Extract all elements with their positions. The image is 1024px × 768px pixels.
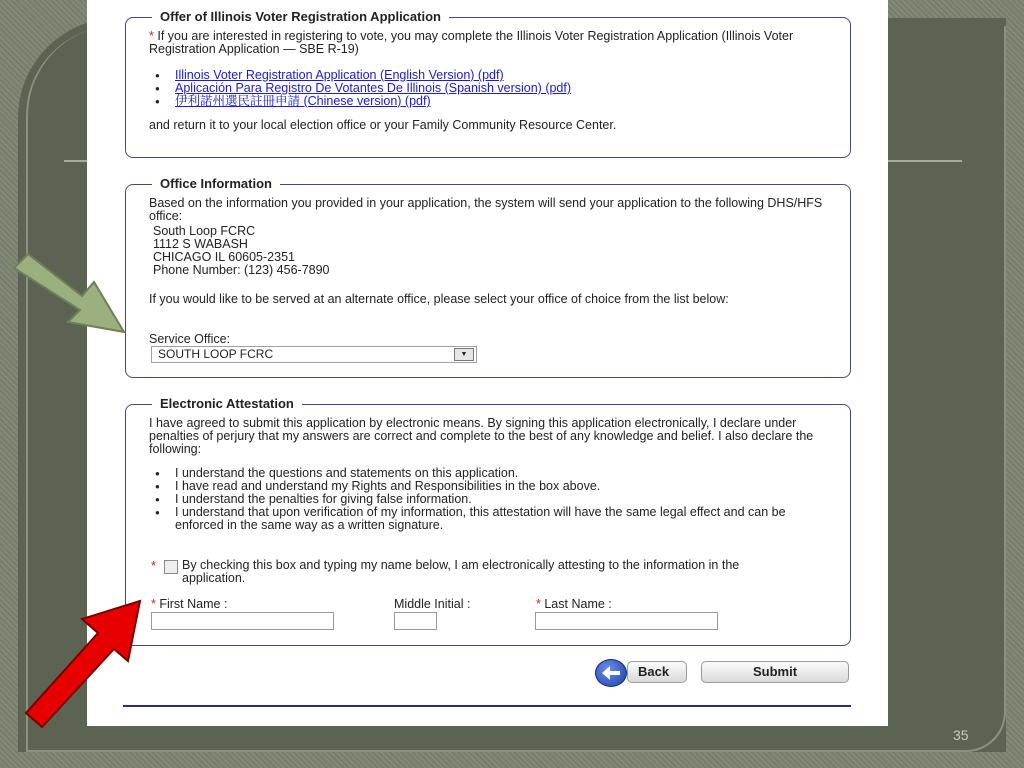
office-legend: Office Information	[152, 176, 280, 191]
office-intro: Based on the information you provided in your application, the system will send your application to the following DHS/HFS office:	[149, 196, 823, 223]
office-city: CHICAGO IL 60605-2351	[153, 250, 295, 264]
attest-checkbox[interactable]	[164, 560, 178, 574]
required-marker: *	[151, 597, 156, 611]
attestation-intro: I have agreed to submit this application by electronic means. By signing this application electronically, I declare under penalties of perjury that my answers are correct and complete to the best of any knowledge and belief. I also declare the following:	[149, 416, 814, 456]
slide-number: 35	[953, 727, 969, 743]
offer-legend: Offer of Illinois Voter Registration Application	[152, 9, 449, 24]
application-links	[151, 69, 571, 108]
service-office-select[interactable]	[151, 346, 477, 363]
attest-checkbox-label: By checking this box and typing my name below, I am electronically attesting to the information in the application.	[182, 558, 740, 585]
red-annotation-arrow	[18, 595, 148, 735]
spanish-version-link[interactable]: Aplicación Para Registro De Votantes De Illinois (Spanish version) (pdf)	[175, 81, 572, 95]
list-item: ● I understand that upon verification of my information, this attestation will have the same legal effect and can be enforced in the same way as a written signature.	[151, 506, 821, 532]
middle-initial-label: Middle Initial :	[394, 597, 471, 611]
alternate-office-text: If you would like to be served at an alternate office, please select your office of choice from the list below:	[149, 292, 729, 306]
application-page	[87, 0, 888, 726]
footer-divider	[123, 705, 851, 707]
decorative-line-right	[888, 160, 962, 162]
list-item: ● I understand the penalties for giving false information.	[151, 493, 821, 506]
service-office-value: SOUTH LOOP FCRC	[158, 347, 274, 361]
middle-initial-input[interactable]	[394, 612, 437, 630]
attestation-section	[125, 396, 851, 646]
required-marker: *	[149, 29, 154, 43]
back-arrow-glyph	[601, 665, 621, 681]
first-name-label-text: First Name :	[159, 597, 228, 611]
offer-outro: and return it to your local election office or your Family Community Resource Center.	[149, 118, 617, 132]
offer-intro-text: If you are interested in registering to vote, you may complete the Illinois Voter Registration Application (Illinois Voter Registration Application — SBE R-19)	[149, 29, 794, 56]
green-annotation-arrow	[10, 250, 130, 345]
first-name-label	[151, 598, 227, 611]
last-name-label	[536, 598, 612, 611]
list-item: ● I understand the questions and statements on this application.	[151, 467, 821, 480]
decorative-line-left	[64, 160, 88, 162]
last-name-label-text: Last Name :	[544, 597, 612, 611]
english-version-link[interactable]: Illinois Voter Registration Application (English Version) (pdf)	[175, 68, 504, 82]
offer-section	[125, 9, 851, 158]
back-button[interactable]: Back	[627, 661, 687, 683]
chinese-version-link[interactable]: 伊利諾州選民註冊申請 (Chinese version) (pdf)	[175, 94, 431, 108]
submit-button[interactable]: Submit	[701, 661, 849, 683]
office-section	[125, 176, 851, 378]
office-street: 1112 S WABASH	[153, 237, 248, 251]
attestation-bullets	[151, 467, 821, 532]
last-name-input[interactable]	[535, 612, 718, 630]
back-arrow-icon[interactable]	[595, 659, 627, 687]
office-address	[153, 225, 330, 277]
list-item: ● I have read and understand my Rights and Responsibilities in the box above.	[151, 480, 821, 493]
office-phone: Phone Number: (123) 456-7890	[153, 263, 330, 277]
first-name-input[interactable]	[151, 612, 334, 630]
list-item	[151, 95, 571, 108]
offer-intro	[149, 30, 824, 56]
required-marker: *	[151, 559, 156, 573]
service-office-label: Service Office:	[149, 332, 231, 346]
attestation-legend: Electronic Attestation	[152, 396, 302, 411]
required-marker: *	[536, 597, 541, 611]
office-name: South Loop FCRC	[153, 224, 256, 238]
chevron-down-icon[interactable]: ▼	[454, 348, 474, 361]
